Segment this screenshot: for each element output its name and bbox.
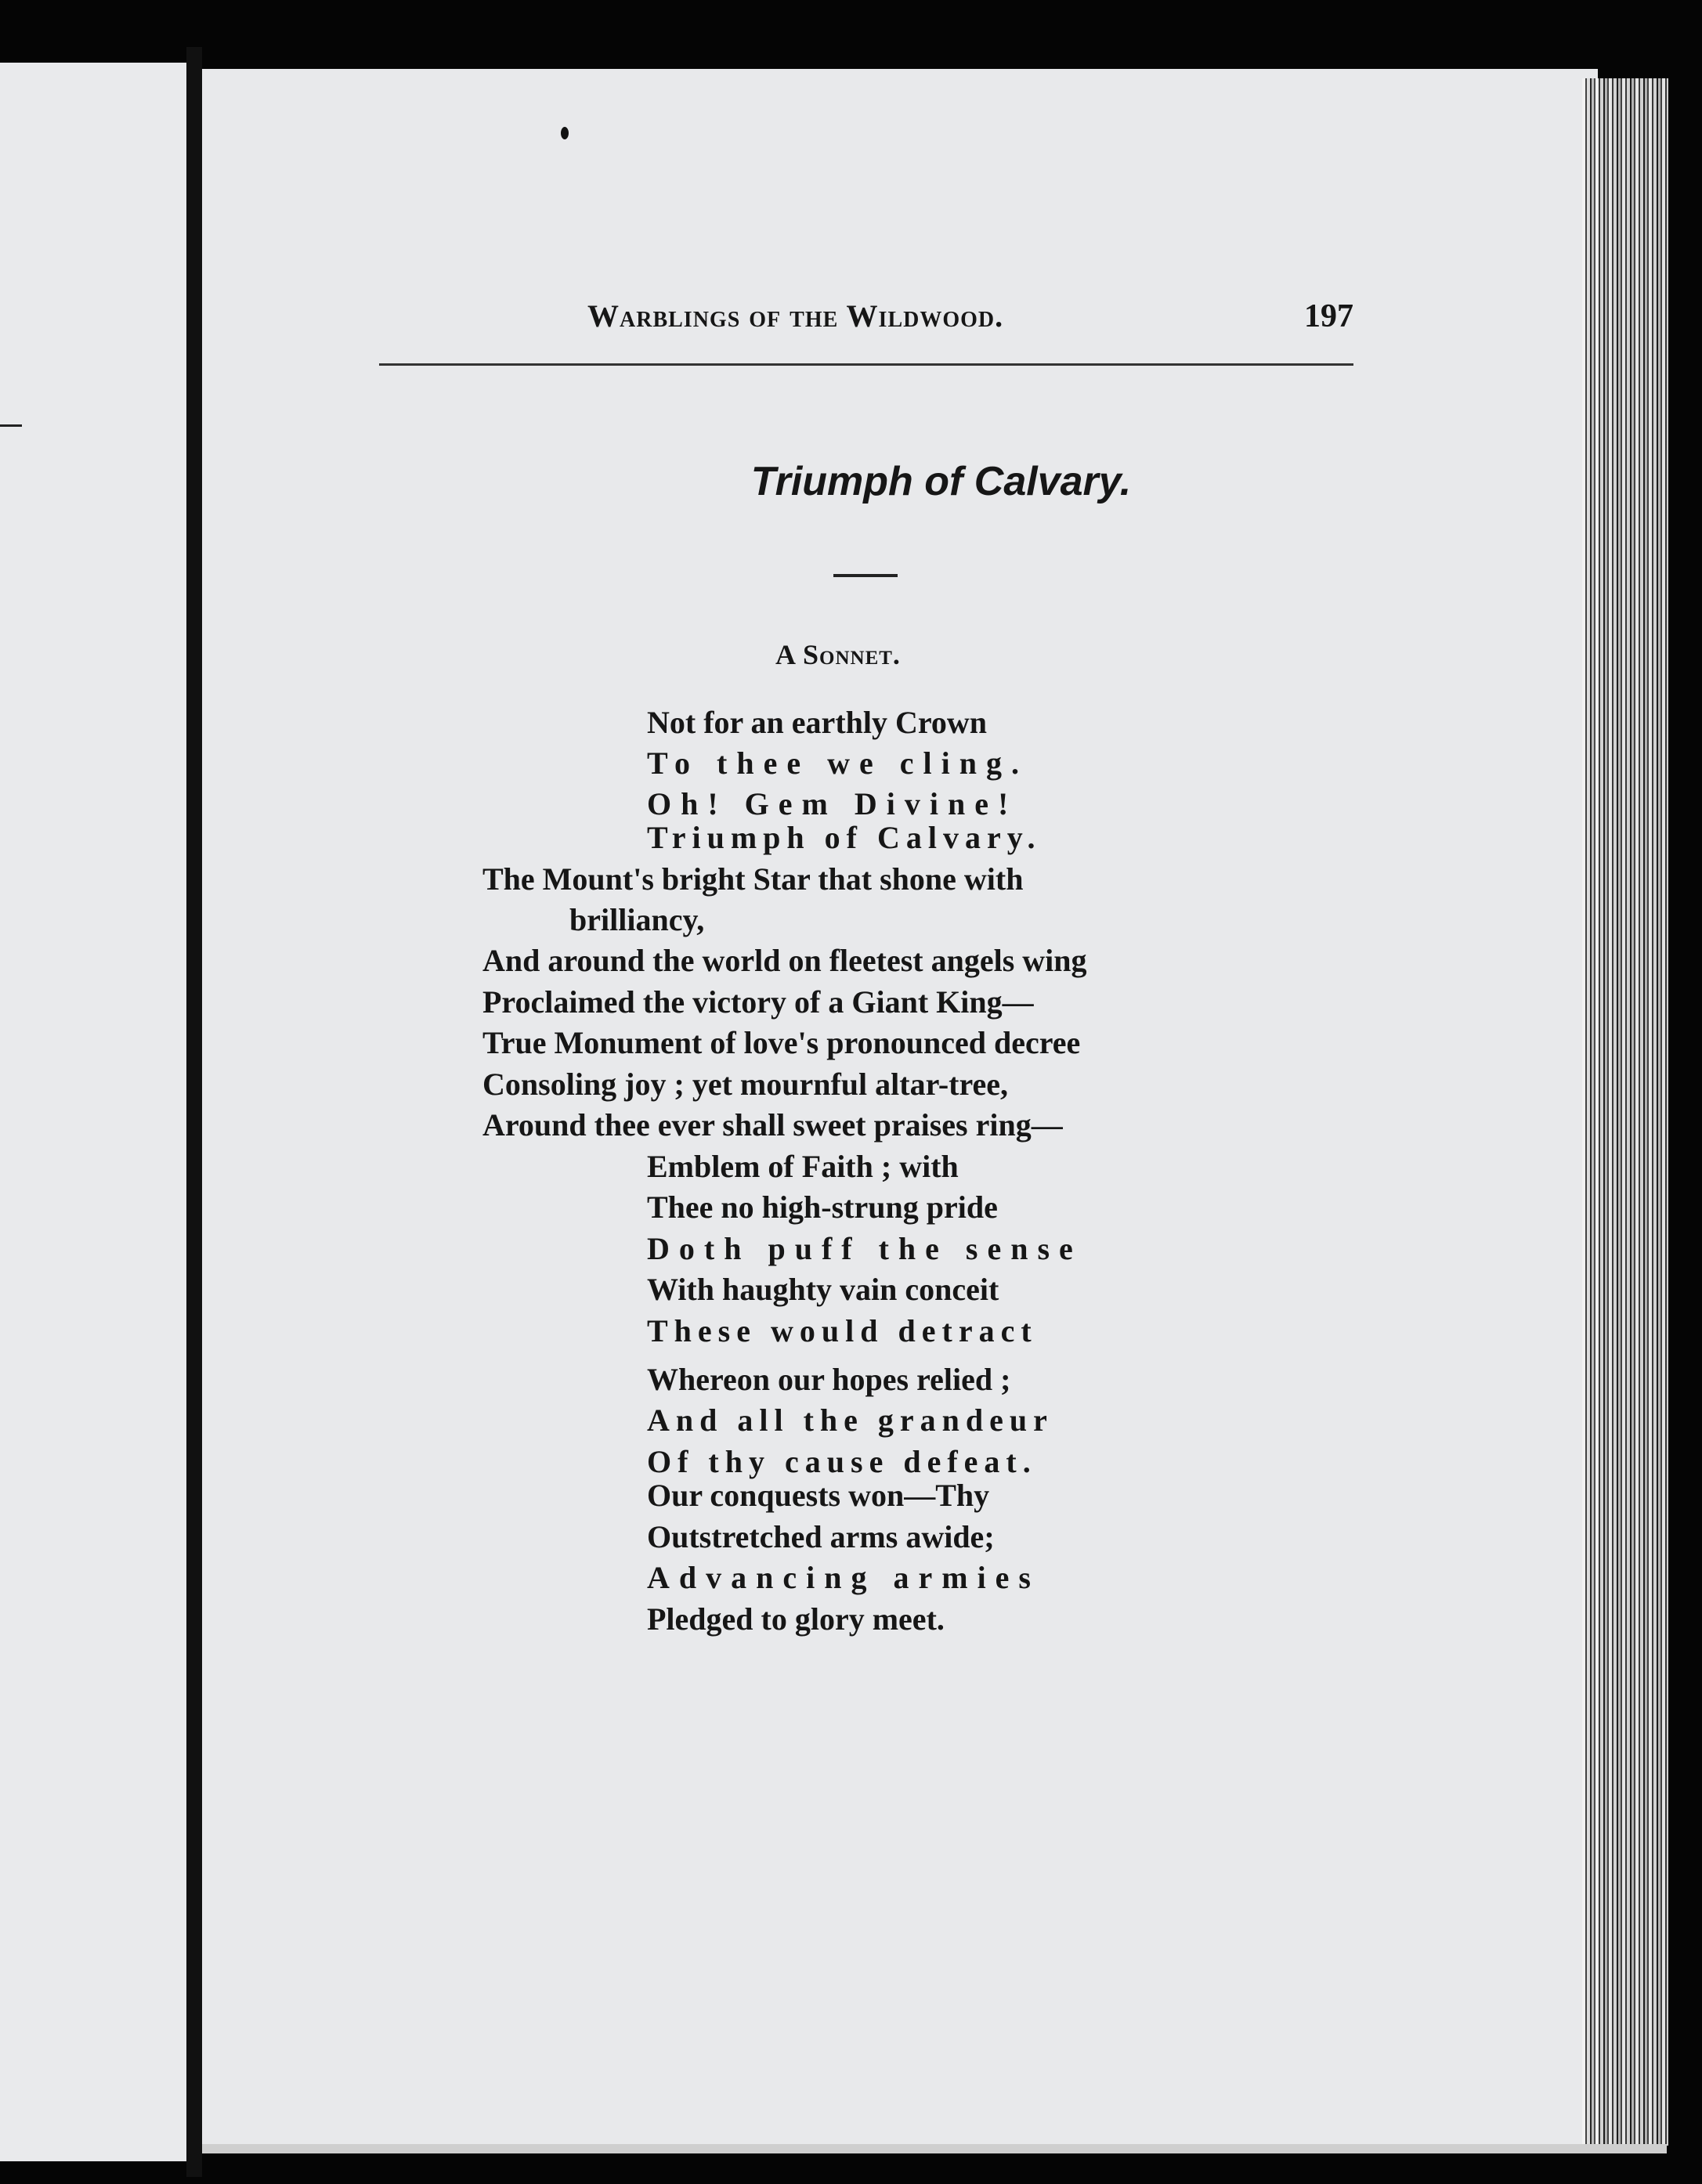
poem-line: And around the world on fleetest angels wing <box>482 943 1087 978</box>
poem-line: Proclaimed the victory of a Giant King— <box>482 984 1034 1020</box>
poem-line: Emblem of Faith ; with <box>647 1149 959 1184</box>
poem-line: The Mount's bright Star that shone with <box>482 861 1024 897</box>
poem-line: Our conquests won—Thy <box>647 1478 990 1513</box>
poem-line: True Monument of love's pronounced decree <box>482 1025 1081 1060</box>
poem-line: Not for an earthly Crown <box>647 705 988 740</box>
poem-line: With haughty vain conceit <box>647 1272 999 1307</box>
page-bottom-edge <box>202 2144 1667 2153</box>
running-head: Warblings of the Wildwood. <box>587 298 1004 334</box>
poem-title: Triumph of Calvary. <box>750 459 1132 504</box>
page <box>202 69 1598 2144</box>
poem-line: Pledged to glory meet. <box>647 1601 945 1637</box>
poem-line: These would detract <box>647 1313 1038 1348</box>
poem-line: Outstretched arms awide; <box>647 1519 995 1554</box>
title-rule <box>833 574 898 577</box>
poem-line: Doth puff the sense <box>647 1231 1082 1266</box>
poem-line: Of thy cause defeat. <box>647 1444 1037 1479</box>
poem-line: Oh! Gem Divine! <box>647 786 1018 821</box>
poem-line: Advancing armies <box>647 1560 1040 1595</box>
header-rule <box>379 363 1353 366</box>
facing-page <box>0 63 188 2161</box>
poem-line: Whereon our hopes relied ; <box>647 1362 1011 1397</box>
poem-line: Thee no high-strung pride <box>647 1189 998 1225</box>
poem-subtitle: A Sonnet. <box>775 639 901 670</box>
page-number: 197 <box>1304 298 1353 334</box>
book-gutter <box>186 47 202 2177</box>
page-edges <box>1582 78 1668 2146</box>
poem-line: To thee we cling. <box>647 745 1028 781</box>
poem-line: Triumph of Calvary. <box>647 820 1042 855</box>
poem-line: Consoling joy ; yet mournful altar-tree, <box>482 1067 1009 1102</box>
ink-speck <box>561 127 569 139</box>
poem-line: Around thee ever shall sweet praises ring— <box>482 1107 1063 1143</box>
facing-page-rule <box>0 424 22 427</box>
poem-line: And all the grandeur <box>647 1402 1053 1438</box>
poem-line: brilliancy, <box>569 902 705 937</box>
